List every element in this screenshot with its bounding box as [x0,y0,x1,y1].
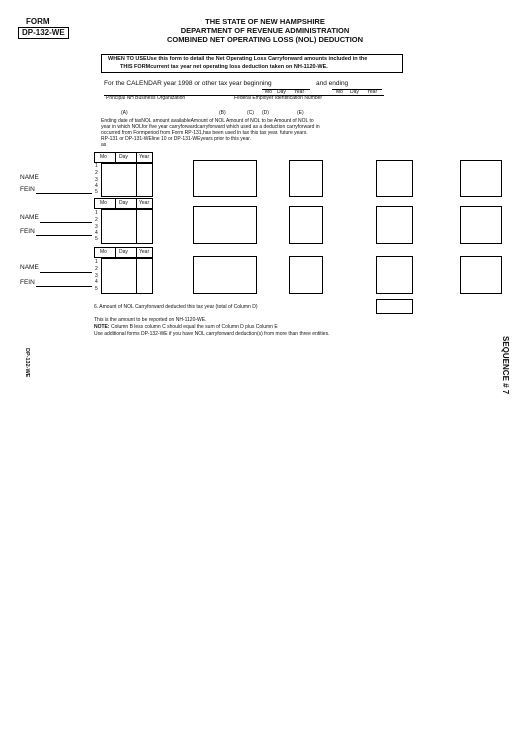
end-year-label: Year [367,89,378,95]
row-2-number: 2 [95,170,98,176]
row-1-number: 1 [95,259,98,265]
name-label-1: NAME [20,174,39,181]
section-3-col-b[interactable] [193,256,257,294]
name-field-3[interactable] [40,272,92,273]
ending-text: and ending [316,80,349,87]
section-1-col-e[interactable] [460,160,502,197]
name-field-2[interactable] [40,222,92,223]
section-3-col-d[interactable] [376,256,413,294]
date-header-1-year: Year [139,154,150,160]
when-to-use-line2: THIS FORMcurrent tax year net operating loss deduction taken on NH-1120-WE. [120,64,328,70]
date-header-2-mo: Mo [100,200,107,206]
note-line [94,325,278,330]
col-b-header: (B) [219,110,226,116]
state-title: THE STATE OF NEW HAMPSHIRE [205,17,325,26]
date-header-2-day: Day [119,200,128,206]
line-6-label: 6. Amount of NOL Carryforward deducted this tax year (total of Column D) [94,304,258,310]
begin-day-label: Day [277,89,286,95]
row-3-number: 3 [95,224,98,230]
section-3-col-e[interactable] [460,256,502,294]
fein-header-label: Federal Employer Identification Number [234,95,323,101]
section-2-col-b[interactable] [193,206,257,244]
section-2-col-c[interactable] [289,206,323,244]
tax-year-text: For the CALENDAR year 1998 or other tax year beginning [104,80,272,87]
section-3-date-box[interactable] [101,258,153,294]
date-header-3-mo: Mo [100,249,107,255]
begin-year-label: Year [294,89,305,95]
form-number: DP-132-WE [18,27,69,39]
end-mo-label: Mo [336,89,343,95]
line-6-total-field[interactable] [376,299,413,314]
col-c-header: (C) [247,110,254,116]
form-label: FORM [26,17,50,26]
date-header-1-mo: Mo [100,154,107,160]
date-header-2-year: Year [139,200,150,206]
section-3-col-c[interactable] [289,256,323,294]
section-1-col-b[interactable] [193,160,257,197]
end-day-label: Day [350,89,359,95]
principal-label: Principal NH Business Organization [106,95,186,101]
row-4-number: 4 [95,183,98,189]
fein-label-1: FEIN [20,186,35,193]
fein-field-1[interactable] [36,193,92,194]
row-4-number: 4 [95,230,98,236]
begin-mo-label: Mo [265,89,272,95]
row-5-number: 5 [95,286,98,292]
row-4-number: 4 [95,279,98,285]
col-d-header: (D) [262,110,269,116]
additional-forms-note: Use additional forms DP-132-WE if you have NOL carryforward deduction(s) from more than three entities. [94,331,330,337]
section-1-date-box[interactable] [101,163,153,197]
row-2-number: 2 [95,266,98,272]
col-desc-line1: Ending date of taxNOL amount availableAmount of NOL Amount of NOL to be Amount of NOL to [101,118,314,124]
when-to-use-line1: WHEN TO USEUse this form to detail the Net Operating Loss Carryforward amounts included in the [108,56,368,62]
row-2-number: 2 [95,217,98,223]
row-3-number: 3 [95,273,98,279]
section-2-date-box[interactable] [101,209,153,244]
row-1-number: 1 [95,163,98,169]
col-e-header: (E) [297,110,304,116]
side-form-number: DP-132-WE [24,348,30,378]
col-desc-line5: as [101,142,107,148]
form-title: COMBINED NET OPERATING LOSS (NOL) DEDUCTION [166,35,364,44]
row-3-number: 3 [95,177,98,183]
fein-label-3: FEIN [20,279,35,286]
name-label-2: NAME [20,214,39,221]
section-1-col-d[interactable] [376,160,413,197]
sequence-number: SEQUENCE # 7 [501,336,510,395]
col-desc-line3: occurred from Formperiod from Form RP-131,has been used in tax this tax year. future years. [101,130,308,136]
fein-field-3[interactable] [36,286,92,287]
note-text: Column B less column C should equal the sum of Column D plus Column E [109,324,278,330]
date-header-1-day: Day [119,154,128,160]
report-note: This is the amount to be reported on NH-1120-WE. [94,317,207,323]
date-header-3-day: Day [119,249,128,255]
row-5-number: 5 [95,189,98,195]
col-a-header: (A) [121,110,128,116]
note-label: NOTE: [94,324,110,330]
row-5-number: 5 [95,236,98,242]
department-title: DEPARTMENT OF REVENUE ADMINISTRATION [180,26,350,35]
section-2-col-e[interactable] [460,206,502,244]
name-label-3: NAME [20,264,39,271]
date-header-3-year: Year [139,249,150,255]
row-1-number: 1 [95,210,98,216]
col-desc-line4: RP-131 or DP-131-WEline 10 or DP-131-WEyears prior to this year. [101,136,252,142]
fein-label-2: FEIN [20,228,35,235]
section-2-col-d[interactable] [376,206,413,244]
fein-field-2[interactable] [36,235,92,236]
section-1-col-c[interactable] [289,160,323,197]
col-desc-line2: year in which NOLfor five year carryforwardcarryforward which used as a deduction carryforward in [101,124,320,130]
